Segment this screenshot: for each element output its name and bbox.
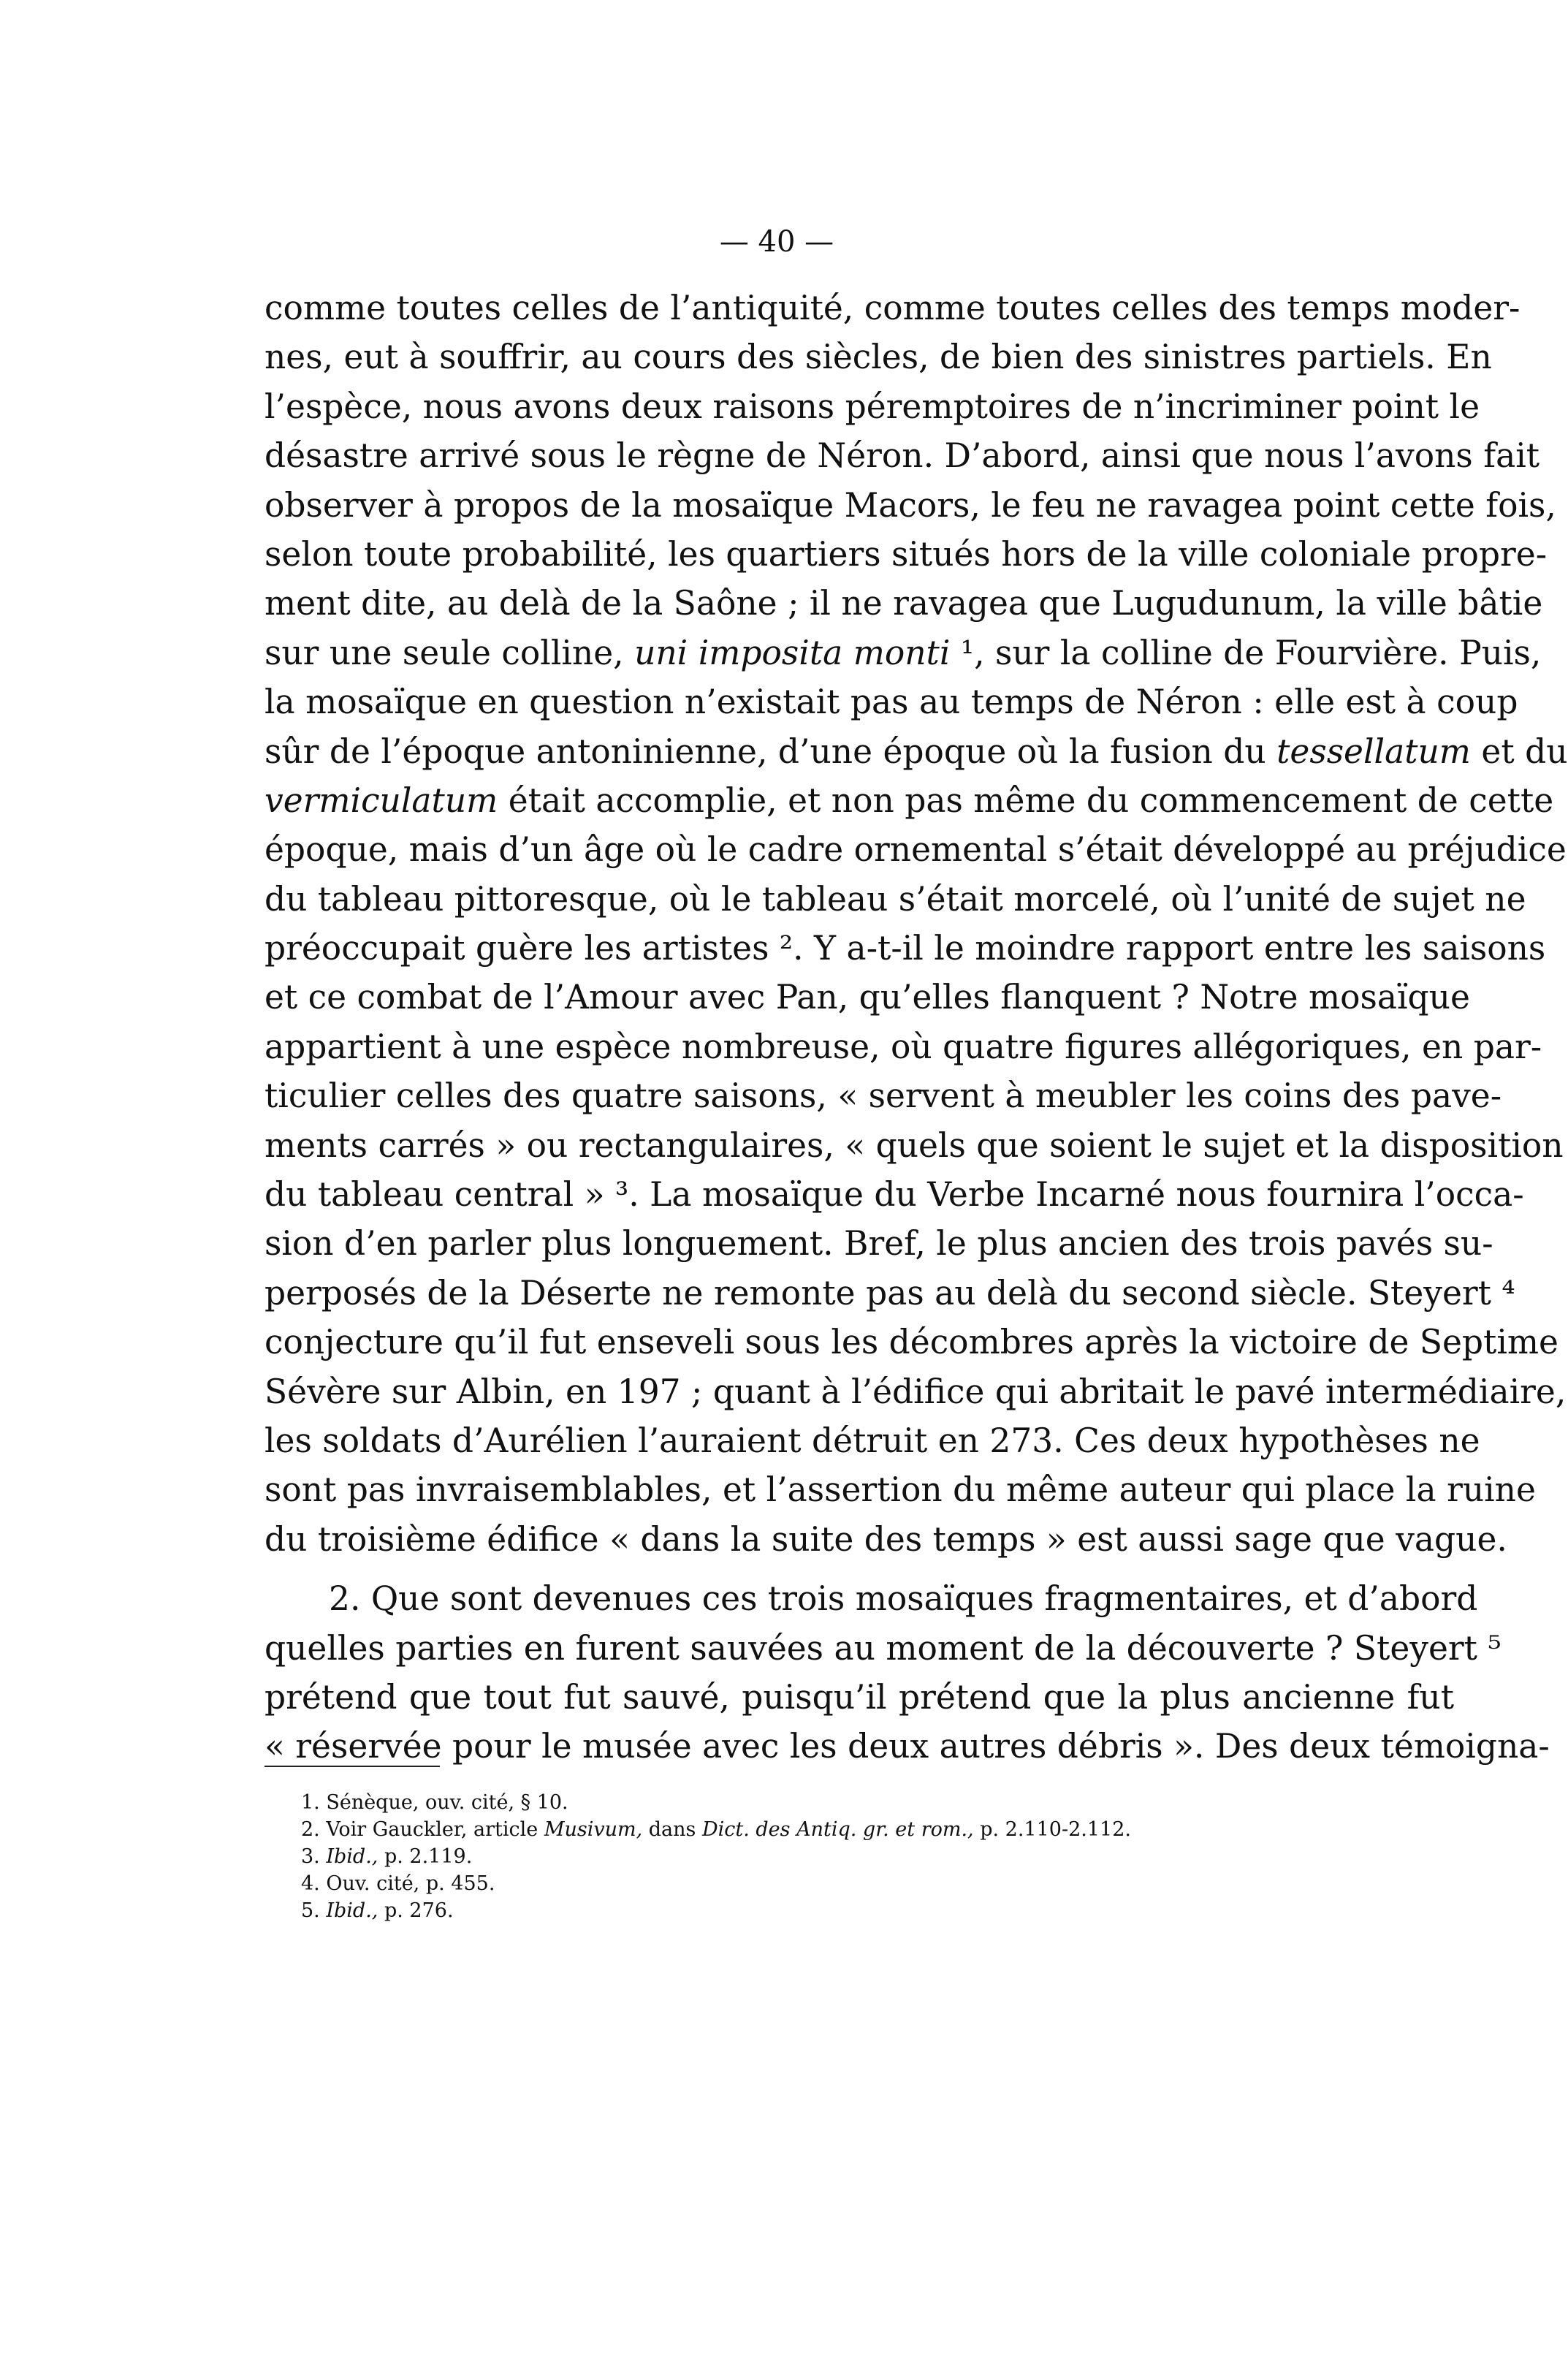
text-line: du troisième édifice « dans la suite des temps » est aussi sage que vague. [264, 1519, 1507, 1559]
text-line: sur une seule colline, uni imposita monti ¹, sur la colline de Fourvière. Puis, [264, 633, 1542, 672]
page-number: — 40 — [719, 225, 834, 259]
italic-phrase: uni imposita monti [634, 633, 951, 672]
text-line: sont pas invraisemblables, et l’assertion du même auteur qui place la ruine [264, 1470, 1536, 1510]
text-line: époque, mais d’un âge où le cadre ornemental s’était développé au préjudice [264, 830, 1567, 870]
text-line: du tableau central » ³. La mosaïque du Verbe Incarné nous fournira l’occa- [264, 1175, 1524, 1215]
footnotes [301, 1789, 1131, 1924]
text-line: ment dite, au delà de la Saône ; il ne ravagea que Lugudunum, la ville bâtie [264, 584, 1543, 623]
text-line: nes, eut à souffrir, au cours des siècles, de bien des sinistres partiels. En [264, 338, 1492, 377]
text-line: ticulier celles des quatre saisons, « servent à meubler les coins des pave- [264, 1076, 1502, 1116]
footnote-divider [264, 1766, 440, 1767]
italic-term: vermiculatum [264, 780, 498, 820]
text-line: perposés de la Déserte ne remonte pas au delà du second siècle. Steyert ⁴ [264, 1273, 1515, 1313]
text-line: désastre arrivé sous le règne de Néron. D’abord, ainsi que nous l’avons fait [264, 436, 1540, 476]
text-line: observer à propos de la mosaïque Macors, le feu ne ravagea point cette fois, [264, 485, 1556, 525]
text-line: vermiculatum était accomplie, et non pas même du commencement de cette [264, 780, 1554, 820]
text-line: l’espèce, nous avons deux raisons péremptoires de n’incriminer point le [264, 387, 1480, 426]
body-text [264, 284, 1568, 1771]
text-line: sion d’en parler plus longuement. Bref, le plus ancien des trois pavés su- [264, 1224, 1493, 1264]
text-line: prétend que tout fut sauvé, puisqu’il prétend que la plus ancienne fut [264, 1677, 1454, 1717]
italic-term: tessellatum [1276, 732, 1471, 771]
text-line: Sévère sur Albin, en 197 ; quant à l’édifice qui abritait le pavé intermédiaire, [264, 1372, 1567, 1411]
text-line: les soldats d’Aurélien l’auraient détruit en 273. Ces deux hypothèses ne [264, 1421, 1480, 1460]
text-line: appartient à une espèce nombreuse, où quatre figures allégoriques, en par- [264, 1027, 1542, 1066]
text-line: « réservée pour le musée avec les deux autres débris ». Des deux témoigna- [264, 1727, 1550, 1766]
text-line: et ce combat de l’Amour avec Pan, qu’elles flanquent ? Notre mosaïque [264, 978, 1470, 1017]
text-line: selon toute probabilité, les quartiers situés hors de la ville coloniale propre- [264, 534, 1548, 574]
text-line: du tableau pittoresque, où le tableau s’était morcelé, où l’unité de sujet ne [264, 879, 1526, 919]
text-line: quelles parties en furent sauvées au moment de la découverte ? Steyert ⁵ [264, 1628, 1502, 1668]
footnote: 5. Ibid., p. 276. [301, 1899, 454, 1922]
text-line: ments carrés » ou rectangulaires, « quels que soient le sujet et la disposition [264, 1125, 1564, 1165]
text-line: conjecture qu’il fut enseveli sous les décombres après la victoire de Septime [264, 1323, 1559, 1362]
footnote: 2. Voir Gauckler, article Musivum, dans Dict. des Antiq. gr. et rom., p. 2.110-2.112. [301, 1818, 1131, 1841]
text-line: la mosaïque en question n’existait pas au temps de Néron : elle est à coup [264, 683, 1518, 722]
footnote: 3. Ibid., p. 2.119. [301, 1845, 473, 1868]
text-line: préoccupait guère les artistes ². Y a-t-il le moindre rapport entre les saisons [264, 929, 1546, 968]
text-line: sûr de l’époque antoninienne, d’une époque où la fusion du tessellatum et du [264, 732, 1568, 771]
footnote: 4. Ouv. cité, p. 455. [301, 1872, 495, 1895]
footnote: 1. Sénèque, ouv. cité, § 10. [301, 1791, 568, 1814]
text-line: 2. Que sont devenues ces trois mosaïques fragmentaires, et d’abord [329, 1579, 1478, 1619]
text-line: comme toutes celles de l’antiquité, comme toutes celles des temps moder- [264, 289, 1521, 327]
